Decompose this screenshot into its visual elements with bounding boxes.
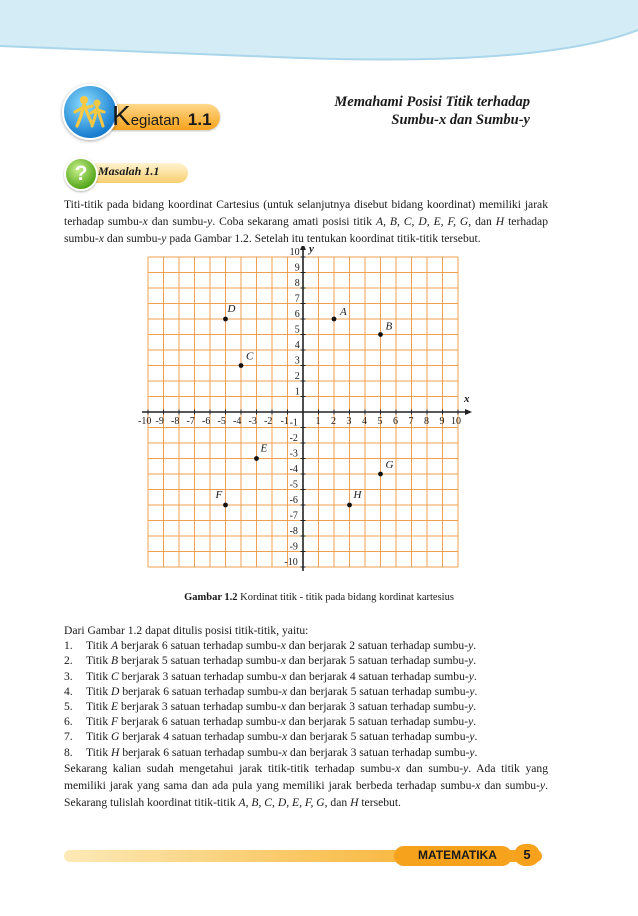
list-item-text: dan berjarak 5 satuan terhadap sumbu- bbox=[287, 730, 470, 744]
intro-text-3: . Coba sekarang amati posisi titik bbox=[212, 215, 376, 228]
x-tick-label: 3 bbox=[346, 416, 352, 427]
list-item-text: dan berjarak 3 satuan terhadap sumbu- bbox=[287, 745, 470, 759]
point-label-f: F bbox=[215, 489, 223, 501]
masalah-label bbox=[98, 164, 159, 179]
list-item-axis-x: x bbox=[281, 669, 287, 683]
kegiatan-number: 1.1 bbox=[187, 110, 212, 129]
y-tick-label: 2 bbox=[294, 371, 300, 382]
header-band bbox=[0, 0, 638, 62]
x-tick-label: 10 bbox=[451, 416, 461, 427]
point-h bbox=[347, 503, 352, 508]
masalah-word: Masalah bbox=[98, 164, 142, 178]
list-item-text: dan berjarak 2 satuan terhadap sumbu- bbox=[285, 639, 469, 653]
list-item-text: berjarak 5 satuan terhadap sumbu- bbox=[118, 654, 281, 668]
point-g bbox=[378, 472, 383, 477]
footer-subject: MATEMATIKA bbox=[418, 848, 497, 862]
closing-x: x bbox=[395, 762, 401, 775]
list-item-text: . bbox=[473, 639, 477, 653]
intro-y-2: y bbox=[161, 232, 167, 245]
point-a bbox=[332, 317, 337, 322]
list-item-text: dan berjarak 5 satuan terhadap sumbu- bbox=[285, 654, 469, 668]
closing-points: A, B, C, D, E, F, G bbox=[238, 796, 325, 809]
y-tick-label: 5 bbox=[294, 324, 300, 336]
y-tick-label: 8 bbox=[294, 278, 300, 289]
intro-text-1: Titi-titik pada bidang koordinat Cartesius (untuk selanjutnya disebut bidang koordinat) memiliki jarak terhadap sumbu- bbox=[64, 198, 548, 228]
list-item-text: berjarak 6 satuan terhadap sumbu- bbox=[118, 715, 281, 729]
point-f bbox=[223, 503, 228, 508]
kegiatan-word: egiatan bbox=[130, 112, 180, 129]
point-label-h: H bbox=[353, 489, 362, 501]
closing-text-2: dan sumbu- bbox=[400, 762, 464, 775]
y-tick-label: 4 bbox=[294, 340, 300, 351]
kegiatan-initial: K bbox=[112, 100, 131, 131]
intro-text-6: dan sumbu- bbox=[103, 232, 162, 245]
y-tick-label: -9 bbox=[289, 541, 298, 553]
question-icon: ? bbox=[64, 157, 98, 191]
list-item-number: 8. bbox=[64, 745, 73, 759]
y-tick-label: -10 bbox=[284, 557, 298, 568]
point-label-a: A bbox=[340, 306, 347, 318]
intro-x-2: x bbox=[98, 232, 104, 245]
list-item-axis-x: x bbox=[280, 700, 286, 714]
intro-x: x bbox=[142, 215, 148, 228]
caption-text: Kordinat titik - titik pada bidang kordinat kartesius bbox=[237, 592, 454, 603]
list-item-point: G bbox=[111, 730, 120, 744]
list-item-text: . bbox=[474, 684, 478, 698]
x-tick-label: 5 bbox=[377, 416, 383, 427]
figure-caption bbox=[0, 592, 638, 603]
y-tick-label: 9 bbox=[294, 262, 300, 274]
list-item-axis-y: y bbox=[469, 730, 475, 744]
x-tick-label: -4 bbox=[233, 416, 242, 427]
intro-text-7: pada Gambar 1.2. Setelah itu tentukan koordinat titik-titik tersebut. bbox=[166, 232, 481, 245]
intro-paragraph bbox=[64, 196, 548, 247]
x-tick-label: -5 bbox=[217, 416, 226, 427]
point-label-e: E bbox=[260, 442, 268, 455]
list-item-number: 7. bbox=[64, 730, 73, 744]
point-label-g: G bbox=[385, 459, 394, 471]
x-tick-label: -7 bbox=[186, 416, 195, 427]
list-item-text: Titik bbox=[86, 745, 112, 759]
list-item-text: Titik bbox=[86, 669, 112, 683]
x-tick-label: -6 bbox=[202, 416, 211, 427]
list-item-number: 5. bbox=[64, 700, 73, 714]
list-item-text: berjarak 6 satuan terhadap sumbu- bbox=[119, 745, 282, 759]
list-item-text: dan berjarak 5 satuan terhadap sumbu- bbox=[287, 684, 470, 698]
list-item-text: . bbox=[473, 654, 477, 668]
point-c bbox=[239, 363, 244, 368]
closing-y-2: y bbox=[539, 779, 546, 792]
y-tick-label: 3 bbox=[294, 355, 300, 367]
caption-label: Gambar 1.2 bbox=[184, 592, 238, 603]
x-tick-label: -1 bbox=[280, 416, 289, 427]
list-item-point: F bbox=[111, 715, 119, 729]
closing-y: y bbox=[463, 762, 469, 775]
list-item-number: 4. bbox=[64, 684, 73, 698]
y-tick-label: -6 bbox=[289, 495, 298, 506]
list-item-text: Titik bbox=[86, 700, 112, 714]
masalah-badge bbox=[64, 157, 194, 187]
section-title bbox=[334, 93, 530, 129]
x-tick-label: -2 bbox=[264, 416, 273, 427]
x-tick-label: 8 bbox=[424, 416, 429, 427]
list-item bbox=[64, 729, 564, 744]
y-axis-label: y bbox=[309, 246, 314, 255]
people-icon bbox=[64, 86, 116, 138]
y-tick-label: -2 bbox=[289, 433, 298, 444]
point-label-b: B bbox=[385, 320, 393, 333]
list-item-axis-y: y bbox=[468, 654, 474, 668]
x-tick-label: 2 bbox=[331, 416, 336, 427]
intro-points: A, B, C, D, E, F, G bbox=[375, 215, 469, 228]
y-tick-label: -5 bbox=[289, 479, 298, 491]
kegiatan-label bbox=[112, 100, 212, 132]
y-tick-label: -8 bbox=[289, 526, 298, 537]
x-axis-label: x bbox=[464, 393, 470, 405]
list-item-text: . bbox=[474, 730, 478, 744]
list-item-text: . bbox=[474, 745, 478, 759]
list-item bbox=[64, 745, 564, 760]
list-item-number: 1. bbox=[64, 639, 73, 653]
closing-x-2: x bbox=[475, 779, 481, 792]
intro-text-4: , dan bbox=[468, 215, 496, 228]
x-tick-label: -9 bbox=[155, 416, 164, 427]
list-item-text: berjarak 3 satuan terhadap sumbu- bbox=[118, 700, 281, 714]
point-d bbox=[223, 317, 228, 322]
x-tick-label: 7 bbox=[408, 416, 414, 427]
x-tick-label: -3 bbox=[248, 416, 257, 427]
closing-text-3: . Ada titik yang memiliki jarak yang sama dan ada pula yang memiliki jarak berbeda terhadap sumbu- bbox=[64, 762, 548, 792]
list-item bbox=[64, 714, 564, 729]
closing-paragraph bbox=[64, 760, 548, 811]
intro-text-2: dan sumbu- bbox=[147, 215, 208, 228]
list-item-text: berjarak 3 satuan terhadap sumbu- bbox=[118, 669, 282, 683]
list-item-text: . bbox=[473, 715, 477, 729]
list-item-axis-y: y bbox=[468, 700, 474, 714]
point-b bbox=[378, 332, 383, 337]
list-item-number: 3. bbox=[64, 669, 73, 683]
list-item-axis-y: y bbox=[469, 745, 475, 759]
list-item bbox=[64, 684, 564, 699]
list-item-axis-x: x bbox=[280, 715, 286, 729]
closing-text-1: Sekarang kalian sudah mengetahui jarak titik-titik terhadap sumbu- bbox=[64, 762, 396, 775]
list-item-text: berjarak 6 satuan terhadap sumbu- bbox=[118, 639, 281, 653]
list-item-axis-y: y bbox=[468, 669, 474, 683]
page-number: 5 bbox=[514, 844, 540, 866]
list-item-number: 6. bbox=[64, 715, 73, 729]
closing-text-7: tersebut. bbox=[358, 796, 401, 809]
x-tick-label: 9 bbox=[439, 416, 445, 427]
list-item-point: A bbox=[111, 639, 119, 653]
list-item bbox=[64, 653, 564, 668]
list-item-point: H bbox=[111, 745, 120, 759]
list-item bbox=[64, 669, 564, 684]
list-item-axis-x: x bbox=[282, 684, 288, 698]
list-item-number: 2. bbox=[64, 654, 73, 668]
y-tick-label: -1 bbox=[289, 417, 298, 429]
list-item-text: Titik bbox=[86, 639, 112, 653]
list-item-text: dan berjarak 5 satuan terhadap sumbu- bbox=[285, 715, 469, 729]
y-tick-label: 7 bbox=[294, 293, 300, 305]
list-item-text: Titik bbox=[86, 684, 112, 698]
list-item-axis-y: y bbox=[468, 639, 474, 653]
list-item-text: berjarak 6 satuan terhadap sumbu- bbox=[119, 684, 282, 698]
y-axis-arrow bbox=[300, 246, 306, 250]
list-item-axis-y: y bbox=[468, 715, 474, 729]
list-item-text: . bbox=[473, 669, 477, 683]
intro-text-5: terhadap sumbu- bbox=[64, 215, 548, 245]
list-item-text: Titik bbox=[86, 715, 112, 729]
list-item-point: B bbox=[111, 654, 119, 668]
kegiatan-badge bbox=[62, 84, 232, 138]
masalah-number: 1.1 bbox=[144, 164, 160, 178]
closing-last-point: H bbox=[350, 796, 359, 809]
section-title-line2: Sumbu-x dan Sumbu-y bbox=[391, 112, 530, 128]
point-label-d: D bbox=[227, 303, 236, 315]
y-tick-label: -7 bbox=[289, 510, 298, 522]
intro-y: y bbox=[207, 215, 213, 228]
list-item-axis-x: x bbox=[282, 745, 288, 759]
intro-last-point: H bbox=[495, 215, 505, 228]
y-tick-label: 1 bbox=[294, 386, 300, 398]
x-tick-label: 1 bbox=[315, 416, 321, 427]
list-item-point: D bbox=[111, 684, 120, 698]
list-item-text: Titik bbox=[86, 730, 112, 744]
section-title-line1: Memahami Posisi Titik terhadap bbox=[334, 94, 530, 110]
list-item bbox=[64, 638, 564, 653]
y-tick-label: 6 bbox=[294, 309, 300, 320]
list-item-text: . bbox=[473, 700, 477, 714]
x-tick-label: 4 bbox=[362, 416, 367, 427]
x-axis-arrow bbox=[465, 409, 472, 415]
list-item-axis-x: x bbox=[280, 654, 286, 668]
y-tick-label: -3 bbox=[289, 448, 298, 460]
y-tick-label: -4 bbox=[289, 464, 298, 475]
y-tick-label: 10 bbox=[289, 247, 300, 258]
kegiatan-icon-circle bbox=[62, 84, 118, 140]
list-item-axis-x: x bbox=[282, 730, 288, 744]
distance-list bbox=[64, 623, 564, 760]
list-item-text: Titik bbox=[86, 654, 112, 668]
closing-text-6: , dan bbox=[324, 796, 351, 809]
closing-text-4: dan sumbu- bbox=[480, 779, 540, 792]
coordinate-plane bbox=[138, 246, 478, 586]
x-tick-label: -10 bbox=[138, 416, 152, 427]
x-tick-label: -8 bbox=[171, 416, 180, 427]
list-item-text: berjarak 4 satuan terhadap sumbu- bbox=[119, 730, 282, 744]
list-item-axis-y: y bbox=[469, 684, 475, 698]
point-label-c: C bbox=[246, 350, 254, 363]
list-item-axis-x: x bbox=[280, 639, 286, 653]
list-item-point: E bbox=[111, 700, 119, 714]
list-intro: Dari Gambar 1.2 dapat ditulis posisi titik-titik, yaitu: bbox=[64, 624, 309, 637]
list-item bbox=[64, 699, 564, 714]
list-item-text: dan berjarak 4 satuan terhadap sumbu- bbox=[286, 669, 469, 683]
x-tick-label: 6 bbox=[393, 416, 398, 427]
point-e bbox=[254, 456, 259, 461]
list-item-text: dan berjarak 3 satuan terhadap sumbu- bbox=[285, 700, 469, 714]
closing-text-5: . Sekarang tulislah koordinat titik-titik bbox=[64, 779, 548, 809]
list-item-point: C bbox=[111, 669, 119, 683]
